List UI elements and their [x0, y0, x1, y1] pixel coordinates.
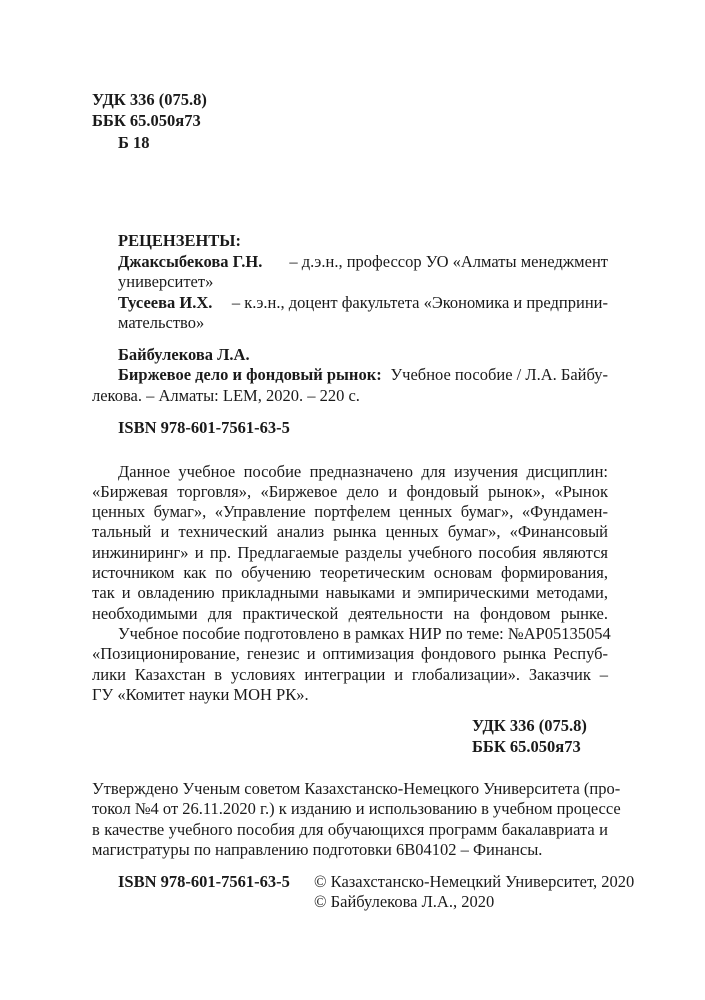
bib-rest-2: лекова. – Алматы: LEM, 2020. – 220 с. — [92, 386, 360, 405]
approval-line: Утверждено Ученым советом Казахстанско-Немецкого Университета (про- — [92, 779, 621, 798]
grant-line: ГУ «Комитет науки МОН РК». — [92, 685, 309, 704]
copyright-author: © Байбулекова Л.А., 2020 — [314, 892, 495, 911]
udk-code: УДК 336 (075.8) — [92, 90, 207, 109]
approval-line: в качестве учебного пособия для обучающихся программ бакалавриата и — [92, 820, 608, 839]
bbk-code: ББК 65.050я73 — [92, 111, 201, 130]
grant-line: лики Казахстан в условиях интеграции и глобализации». Заказчик – — [92, 665, 608, 684]
reviewer-1-credentials: – д.э.н., профессор УО «Алматы менеджмент — [289, 252, 608, 271]
reviewer-2-name: Тусеева И.Х. — [118, 293, 213, 312]
bib-title: Биржевое дело и фондовый рынок: — [118, 365, 382, 384]
approval-line: токол №4 от 26.11.2020 г.) к изданию и использованию в учебном процессе — [92, 799, 621, 818]
bib-rest-1: Учебное пособие / Л.А. Байбу- — [390, 365, 608, 384]
abstract-line: источником как по обучению теоретическим основам формирования, — [92, 563, 608, 582]
abstract-line: Данное учебное пособие предназначено для изучения дисциплин: — [118, 462, 608, 481]
copyright-university: © Казахстанско-Немецкий Университет, 2020 — [314, 872, 635, 891]
abstract-line: ценных бумаг», «Управление портфелем ценных бумаг», «Фундамен- — [92, 502, 608, 521]
author-sign: Б 18 — [118, 133, 150, 152]
isbn-top: ISBN 978-601-7561-63-5 — [118, 418, 290, 437]
reviewer-1-line-2: университет» — [118, 272, 214, 291]
isbn-footer: ISBN 978-601-7561-63-5 — [118, 872, 290, 891]
grant-line: «Позиционирование, генезис и оптимизация фондового рынка Респуб- — [92, 644, 608, 663]
abstract-line: инжиниринг» и пр. Предлагаемые разделы учебного пособия являются — [92, 543, 608, 562]
abstract-line: тальный и технический анализ рынка ценных бумаг», «Финансовый — [92, 522, 608, 541]
udk-code-right: УДК 336 (075.8) — [472, 716, 587, 735]
reviewer-2-line-2: мательство» — [118, 313, 205, 332]
abstract-line: «Биржевая торговля», «Биржевое дело и фондовый рынок», «Рынок — [92, 482, 608, 501]
grant-line: Учебное пособие подготовлено в рамках НИР по теме: №АР05135054 — [118, 624, 611, 643]
bib-title-line — [118, 365, 608, 385]
reviewer-2-line-1 — [118, 293, 608, 313]
reviewers-heading: РЕЦЕНЗЕНТЫ: — [118, 231, 242, 250]
approval-line: магистратуры по направлению подготовки 6В04102 – Финансы. — [92, 840, 543, 859]
reviewer-1-name: Джаксыбекова Г.Н. — [118, 252, 263, 271]
abstract-line: так и овладению прикладными навыками и эмпирическими методами, — [92, 583, 608, 602]
reviewer-2-credentials: – к.э.н., доцент факультета «Экономика и предприни- — [231, 293, 608, 312]
bib-author: Байбулекова Л.А. — [118, 345, 250, 364]
abstract-line: необходимыми для практической деятельности на фондовом рынке. — [92, 604, 608, 623]
bbk-code-right: ББК 65.050я73 — [472, 737, 581, 756]
reviewer-1-line-1 — [118, 252, 608, 272]
